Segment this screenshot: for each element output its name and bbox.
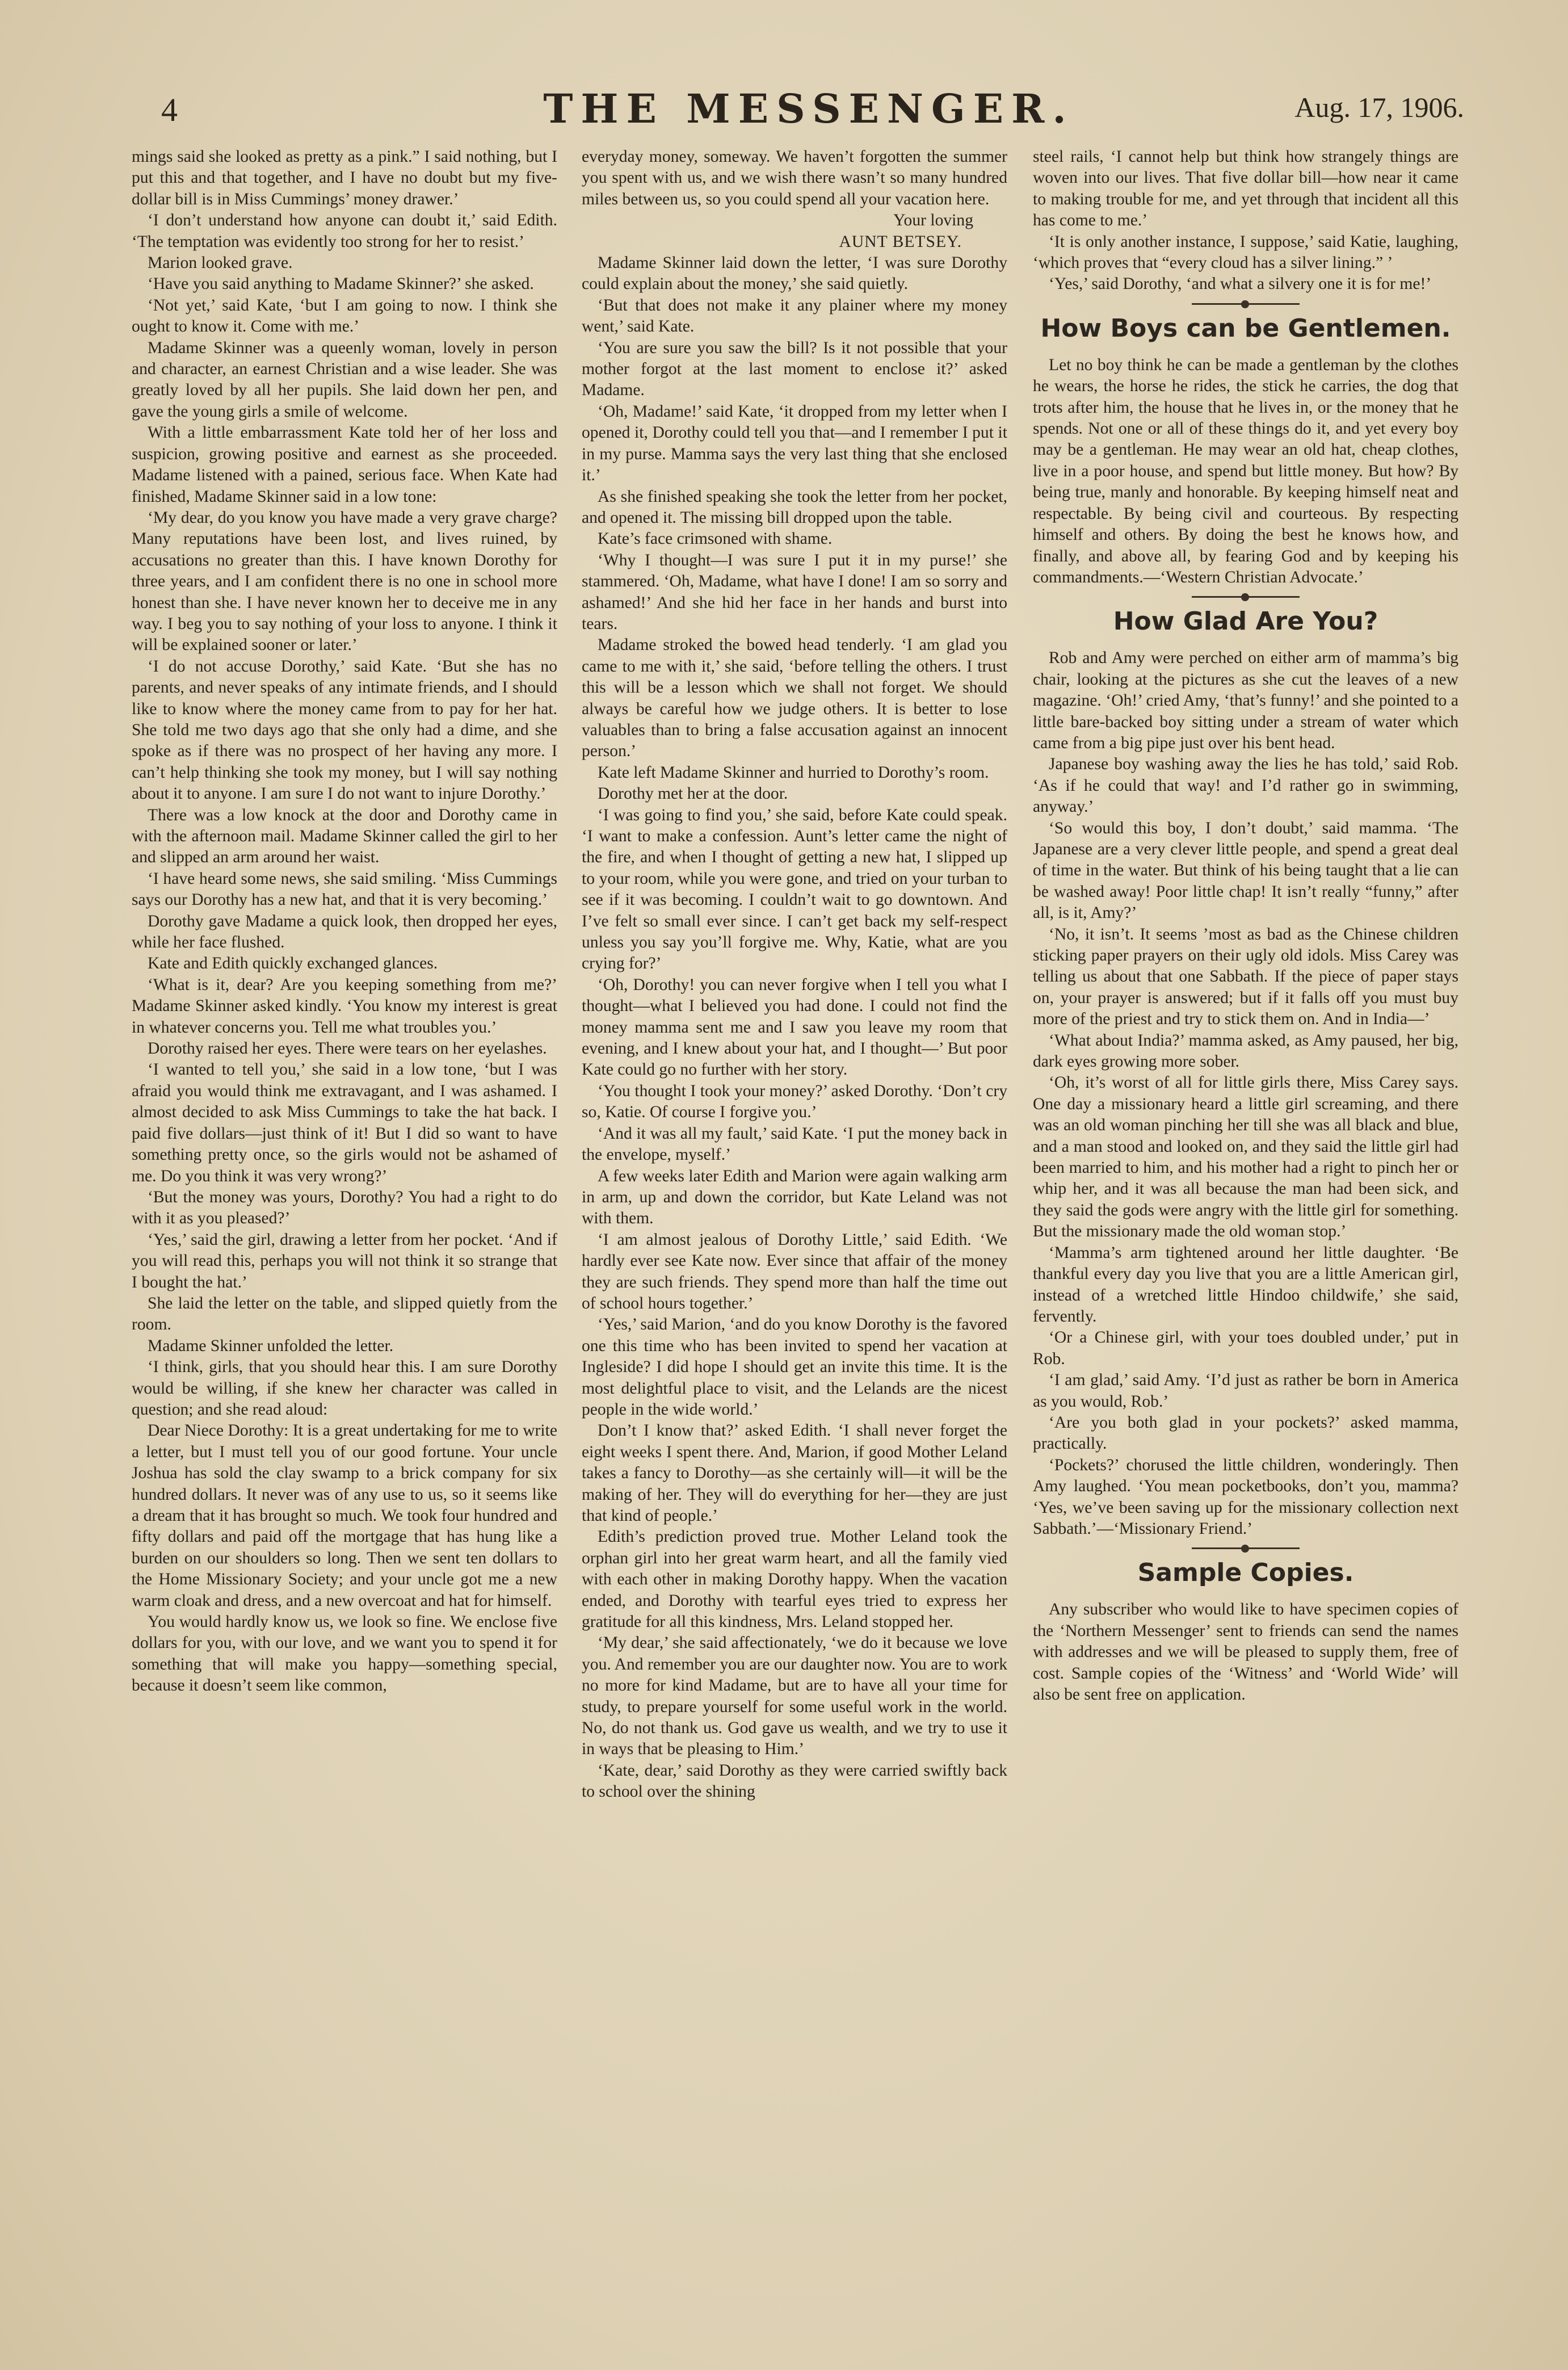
paragraph: Dorothy gave Madame a quick look, then dropped her eyes, while her face flushed.: [132, 912, 557, 952]
column-1: [132, 146, 557, 2247]
paragraph: everyday money, someway. We haven’t forgotten the summer you spent with us, and we wish there wasn’t so many hundred miles between us, so you could spend all your vacation here.: [582, 148, 1007, 208]
paragraph: ‘Yes,’ said the girl, drawing a letter from her pocket. ‘And if you will read this, perhaps you will not think it so strange that I bought the hat.’: [132, 1230, 557, 1291]
paragraph: Madame stroked the bowed head tenderly. ‘I am glad you came to me with it,’ she said, ‘before telling the others. I trust this will be a lesson which we shall not forget. We should always be careful how we judge others. It is better to lose valuables than to bring a false accusation against an innocent person.’: [582, 636, 1007, 761]
masthead: [153, 85, 1464, 136]
paragraph: ‘You are sure you saw the bill? Is it not possible that your mother forgot at the last moment to enclose it?’ asked Madame.: [582, 338, 1007, 400]
paper-title: THE MESSENGER.: [543, 85, 1074, 132]
paragraph: mings said she looked as pretty as a pink.” I said nothing, but I put this and that together, and I have no doubt but my five-dollar bill is in Miss Cummings’ money drawer.’: [132, 148, 557, 208]
paragraph: Kate’s face crimsoned with shame.: [598, 530, 833, 548]
paragraph: Madame Skinner unfolded the letter.: [148, 1336, 394, 1355]
paragraph: Kate left Madame Skinner and hurried to Dorothy’s room.: [598, 763, 989, 782]
paragraph: She laid the letter on the table, and slipped quietly from the room.: [132, 1294, 557, 1334]
paragraph: ‘Have you said anything to Madame Skinner?’ she asked.: [148, 275, 534, 293]
paragraph: ‘And it was all my fault,’ said Kate. ‘I put the money back in the envelope, myself.’: [582, 1124, 1007, 1164]
paragraph: ‘I wanted to tell you,’ she said in a low tone, ‘but I was afraid you would think me extravagant, and I was ashamed. I almost decided to ask Miss Cummings to take the hat back. I paid five dollars—just think of it! But I did so want to have something pretty once, so the girls would not be ashamed of me. Do you think it was very wrong?’: [132, 1060, 557, 1185]
paragraph: Rob and Amy were perched on either arm of mamma’s big chair, looking at the pictures as she cut the leaves of a new magazine. ‘Oh!’ cried Amy, ‘that’s funny!’ and she pointed to a little bare-backed boy sitting under a stream of water which came from a big pipe just over his bent head.: [1033, 649, 1458, 752]
paragraph: ‘But the money was yours, Dorothy? You had a right to do with it as you pleased?’: [132, 1188, 557, 1228]
paragraph: ‘It is only another instance, I suppose,’ said Katie, laughing, ‘which proves that “every cloud has a silver lining.” ’: [1033, 232, 1458, 272]
paragraph: ‘Oh, Dorothy! you can never forgive when I tell you what I thought—what I believed you had done. I could not find the money mamma sent me and I saw you leave my room that evening, and I knew about your hat, and I thought—’ But poor Kate could go no further with her story.: [582, 975, 1007, 1079]
paragraph: ‘Not yet,’ said Kate, ‘but I am going to now. I think she ought to know it. Come with me.’: [132, 296, 557, 336]
letter-signature: AUNT BETSEY.: [839, 232, 962, 251]
section-divider: [1192, 303, 1300, 305]
paragraph: steel rails, ‘I cannot help but think how strangely things are woven into our lives. That five dollar bill—how near it came to making trouble for me, and yet through that incident all this has come to me.’: [1033, 148, 1458, 230]
paragraph: Let no boy think he can be made a gentleman by the clothes he wears, the horse he rides, the stick he carries, the dog that trots after him, the house that he lives in, or the money that he spends. Not one or all of these things do it, and yet every boy may be a gentleman. He may wear an old hat, cheap clothes, live in a poor house, and spend but little money. But how? By being true, manly and honorable. By keeping himself neat and respectable. By being civil and courteous. By respecting himself and others. By doing the best he knows how, and finally, and above all, by fearing God and by keeping his commandments.—‘Western Christian Advocate.’: [1033, 355, 1458, 586]
paragraph: ‘Yes,’ said Dorothy, ‘and what a silvery one it is for me!’: [1049, 275, 1432, 293]
paragraph: Dorothy met her at the door.: [598, 785, 788, 803]
paragraph: Dorothy raised her eyes. There were tears on her eyelashes.: [148, 1039, 547, 1058]
paragraph: With a little embarrassment Kate told her of her loss and suspicion, growing positive and earnest as she proceeded. Madame listened with a pained, serious face. When Kate had finished, Madame Skinner said in a low tone:: [132, 423, 557, 506]
paragraph: ‘No, it isn’t. It seems ’most as bad as the Chinese children sticking paper prayers on their ugly old idols. Miss Carey was telling us about that one Sabbath. If the piece of paper stays on, your prayer is answered; but if it falls off you must buy more of the priest and try to stick them on. And in India—’: [1033, 925, 1458, 1029]
issue-date: Aug. 17, 1906.: [1294, 91, 1464, 123]
page-number: 4: [161, 91, 178, 128]
paragraph: A few weeks later Edith and Marion were again walking arm in arm, up and down the corridor, but Kate Leland was not with them.: [582, 1167, 1007, 1228]
article-heading-sample: Sample Copies.: [1137, 1558, 1354, 1588]
paragraph: ‘Mamma’s arm tightened around her little daughter. ‘Be thankful every day you live that you are a little American girl, instead of a wretched little Hindoo childwife,’ she said, fervently.: [1033, 1243, 1458, 1325]
paragraph: Edith’s prediction proved true. Mother Leland took the orphan girl into her great warm heart, and all the family vied with each other in making Dorothy happy. When the vacation ended, and Dorothy with tearful eyes tried to express her gratitude for all this kindness, Mrs. Leland stopped her.: [582, 1528, 1007, 1631]
paragraph: Madame Skinner was a queenly woman, lovely in person and character, an earnest Christian and a wise leader. She was greatly loved by all her pupils. She laid down her pen, and gave the young girls a smile of welcome.: [132, 338, 557, 421]
paragraph: ‘I don’t understand how anyone can doubt it,’ said Edith. ‘The temptation was evidently too strong for her to resist.’: [132, 211, 557, 251]
paragraph: ‘I do not accuse Dorothy,’ said Kate. ‘But she has no parents, and never speaks of any intimate friends, and I should like to know where the money came from to pay for her hat. She told me two days ago that she only had a dime, and she spoke as if there was no prospect of her having any more. I can’t help thinking she took my money, but I will say nothing about it to anyone. I am sure I do not want to injure Dorothy.’: [132, 657, 557, 803]
paragraph: ‘Or a Chinese girl, with your toes doubled under,’ put in Rob.: [1033, 1328, 1458, 1368]
paragraph: ‘Oh, Madame!’ said Kate, ‘it dropped from my letter when I opened it, Dorothy could tell you that—and I remember I put it in my purse. Mamma says the very last thing that she enclosed it.’: [582, 402, 1007, 485]
paragraph: ‘So would this boy, I don’t doubt,’ said mamma. ‘The Japanese are a very clever little people, and spend a great deal of time in the water. But think of his being taught that a lie can be washed away! Poor little chap! It isn’t really “funny,” after all, is it, Amy?’: [1033, 819, 1458, 922]
paragraph: ‘Pockets?’ chorused the little children, wonderingly. Then Amy laughed. ‘You mean pocketbooks, don’t you, mamma? ‘Yes, we’ve been saving up for the missionary collection next Sabbath.’—‘Missionary Friend.’: [1033, 1455, 1458, 1538]
paragraph: As she finished speaking she took the letter from her pocket, and opened it. The missing bill dropped upon the table.: [582, 487, 1007, 527]
paragraph: ‘Why I thought—I was sure I put it in my purse!’ she stammered. ‘Oh, Madame, what have I done! I am so sorry and ashamed!’ And she hid her face in her hands and burst into tears.: [582, 551, 1007, 633]
section-divider: [1192, 596, 1300, 598]
paragraph: ‘You thought I took your money?’ asked Dorothy. ‘Don’t cry so, Katie. Of course I forgive you.’: [582, 1081, 1007, 1122]
paragraph: ‘What is it, dear? Are you keeping something from me?’ Madame Skinner asked kindly. ‘You know my interest is great in whatever concerns you. Tell me what troubles you.’: [132, 975, 557, 1037]
paragraph: ‘My dear,’ she said affectionately, ‘we do it because we love you. And remember you are our daughter now. You are to work no more for kind Madame, but are to have all your time for study, to prepare yourself for some useful work in the world. No, do not thank us. God gave us wealth, and we try to use it in ways that be pleasing to Him.’: [582, 1634, 1007, 1759]
paragraph: Any subscriber who would like to have specimen copies of the ‘Northern Messenger’ sent to friends can send the names with addresses and we will be pleased to supply them, free of cost. Sample copies of the ‘Witness’ and ‘World Wide’ will also be sent free on application.: [1033, 1600, 1458, 1704]
paragraph: ‘I have heard some news, she said smiling. ‘Miss Cummings says our Dorothy has a new hat, and that it is very becoming.’: [132, 869, 557, 909]
paragraph: ‘I was going to find you,’ she said, before Kate could speak. ‘I want to make a confession. Aunt’s letter came the night of the fire, and when I thought of getting a new hat, I slipped up to your room, while you were gone, and tried on your turban to see if it was becoming. I couldn’t wait to go downtown. And I’ve felt so small ever since. I can’t get back my self-respect unless you say you’ll forgive me. Why, Katie, what are you crying for?’: [582, 806, 1007, 973]
column-3: [1033, 146, 1458, 2247]
paragraph: There was a low knock at the door and Dorothy came in with the afternoon mail. Madame Skinner called the girl to her and slipped an arm around her waist.: [132, 806, 557, 867]
paragraph: You would hardly know us, we look so fine. We enclose five dollars for you, with our love, and we want you to spend it for something that will make you happy—something special, because it doesn’t seem like common,: [132, 1613, 557, 1695]
paragraph: Marion looked grave.: [148, 254, 293, 272]
paragraph: ‘What about India?’ mamma asked, as Amy paused, her big, dark eyes growing more sober.: [1033, 1031, 1458, 1071]
paragraph: Madame Skinner laid down the letter, ‘I was sure Dorothy could explain about the money,’ she said quietly.: [582, 254, 1007, 293]
paragraph: ‘I think, girls, that you should hear this. I am sure Dorothy would be willing, if she knew her character was called in question; and she read aloud:: [132, 1358, 557, 1419]
paragraph: ‘Are you both glad in your pockets?’ asked mamma, practically.: [1033, 1413, 1458, 1453]
paragraph: ‘Oh, it’s worst of all for little girls there, Miss Carey says. One day a missionary heard a little girl screaming, and there was an old woman pinching her till she was all black and blue, and a man stood and looked on, and they said the little girl had been married to him, and his mother had a right to pinch her or whip her, and it was all because the man had been sick, and they said the gods were angry with the little girl for something. But the missionary made the old woman stop.’: [1033, 1073, 1458, 1241]
section-divider: [1192, 1547, 1300, 1549]
paragraph: ‘But that does not make it any plainer where my money went,’ said Kate.: [582, 296, 1007, 336]
paragraph: Japanese boy washing away the lies he has told,’ said Rob. ‘As if he could that way! and I’d rather go in swimming, anyway.’: [1033, 755, 1458, 816]
letter-closing: Your loving: [893, 211, 973, 230]
paragraph: Don’t I know that?’ asked Edith. ‘I shall never forget the eight weeks I spent there. And, Marion, if good Mother Leland takes a fancy to Dorothy—as she certainly will—it will be the making of her. They will do everything for her—they are just that kind of people.’: [582, 1421, 1007, 1525]
paragraph: ‘Kate, dear,’ said Dorothy as they were carried swiftly back to school over the shining: [582, 1761, 1007, 1801]
paragraph: ‘I am almost jealous of Dorothy Little,’ said Edith. ‘We hardly ever see Kate now. Ever since that affair of the money they are such friends. They spend more than half the time out of school hours together.’: [582, 1230, 1007, 1312]
paragraph: ‘I am glad,’ said Amy. ‘I’d just as rather be born in America as you would, Rob.’: [1033, 1371, 1458, 1411]
article-heading-boys: How Boys can be Gentlemen.: [1040, 313, 1451, 343]
paragraph: ‘My dear, do you know you have made a very grave charge? Many reputations have been lost, and lives ruined, by accusations no greater than this. I have known Dorothy for three years, and I am confident there is no one in school more honest than she. I have never known her to deceive me in any way. I beg you to say nothing of your loss to anyone. I think it will be explained sooner or later.’: [132, 508, 557, 655]
paragraph: Dear Niece Dorothy: It is a great undertaking for me to write a letter, but I must tell you of our good fortune. Your uncle Joshua has sold the clay swamp to a brick company for six hundred dollars. It never was of any use to us, so it seems like a dream that it has brought so much. We took four hundred and fifty dollars and paid off the mortgage that has hung like a burden on our shoulders so long. Then we sent ten dollars to the Home Missionary Society; and your uncle got me a new warm cloak and dress, and a new overcoat and hat for himself.: [132, 1421, 557, 1610]
article-heading-glad: How Glad Are You?: [1113, 607, 1378, 636]
paragraph: Kate and Edith quickly exchanged glances.: [148, 954, 438, 973]
paragraph: ‘Yes,’ said Marion, ‘and do you know Dorothy is the favored one this time who has been invited to spend her vacation at Ingleside? I did hope I should get an invite this time. It is the most delightful place to visit, and the Lelands are the nicest people in the wide world.’: [582, 1315, 1007, 1419]
column-2: [582, 146, 1007, 2247]
